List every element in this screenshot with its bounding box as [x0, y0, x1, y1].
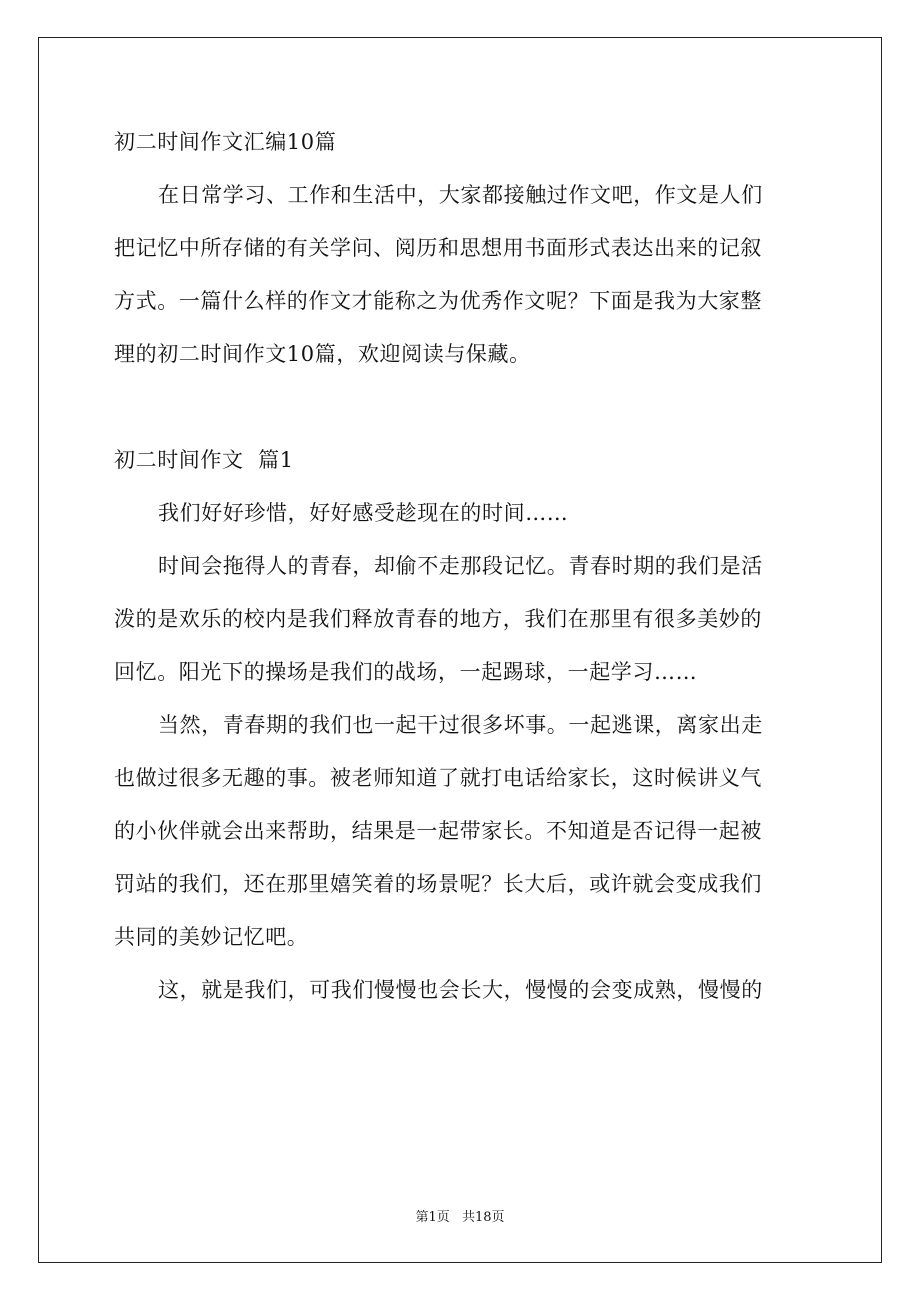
- paragraph-line: 这，就是我们，可我们慢慢也会长大，慢慢的会变成熟，慢慢的: [158, 978, 763, 1002]
- paragraph-line: 回忆。阳光下的操场是我们的战场，一起踢球，一起学习……: [114, 660, 698, 684]
- paragraph-line: 我们好好珍惜，好好感受趁现在的时间……: [158, 501, 569, 525]
- paragraph-line: 共同的美妙记忆吧。: [114, 925, 309, 949]
- paragraph-line: 罚站的我们，还在那里嬉笑着的场景呢？长大后，或许就会变成我们: [114, 872, 762, 896]
- paragraph-line: 泼的是欢乐的校内是我们释放青春的地方，我们在那里有很多美妙的: [114, 607, 762, 631]
- page-number: 第1页: [415, 1210, 450, 1225]
- document-title: 初二时间作文汇编10篇: [114, 130, 337, 154]
- paragraph-line: 的小伙伴就会出来帮助，结果是一起带家长。不知道是否记得一起被: [114, 819, 762, 843]
- paragraph-line: 时间会拖得人的青春，却偷不走那段记忆。青春时期的我们是活: [158, 554, 763, 578]
- section-heading: 初二时间作文 篇1: [114, 448, 294, 472]
- document-body: [114, 116, 814, 1017]
- page-total: 共18页: [461, 1210, 505, 1225]
- paragraph-line: 也做过很多无趣的事。被老师知道了就打电话给家长，这时候讲义气: [114, 766, 762, 790]
- intro-line: 理的初二时间作文10篇，欢迎阅读与保藏。: [114, 342, 531, 366]
- page-footer: [0, 1206, 920, 1225]
- paragraph-line: 当然，青春期的我们也一起干过很多坏事。一起逃课，离家出走: [158, 713, 763, 737]
- spacer: [114, 381, 814, 434]
- intro-line: 方式。一篇什么样的作文才能称之为优秀作文呢？下面是我为大家整: [114, 289, 762, 313]
- intro-line: 在日常学习、工作和生活中，大家都接触过作文吧，作文是人们: [158, 183, 763, 207]
- intro-line: 把记忆中所存储的有关学问、阅历和思想用书面形式表达出来的记叙: [114, 236, 762, 260]
